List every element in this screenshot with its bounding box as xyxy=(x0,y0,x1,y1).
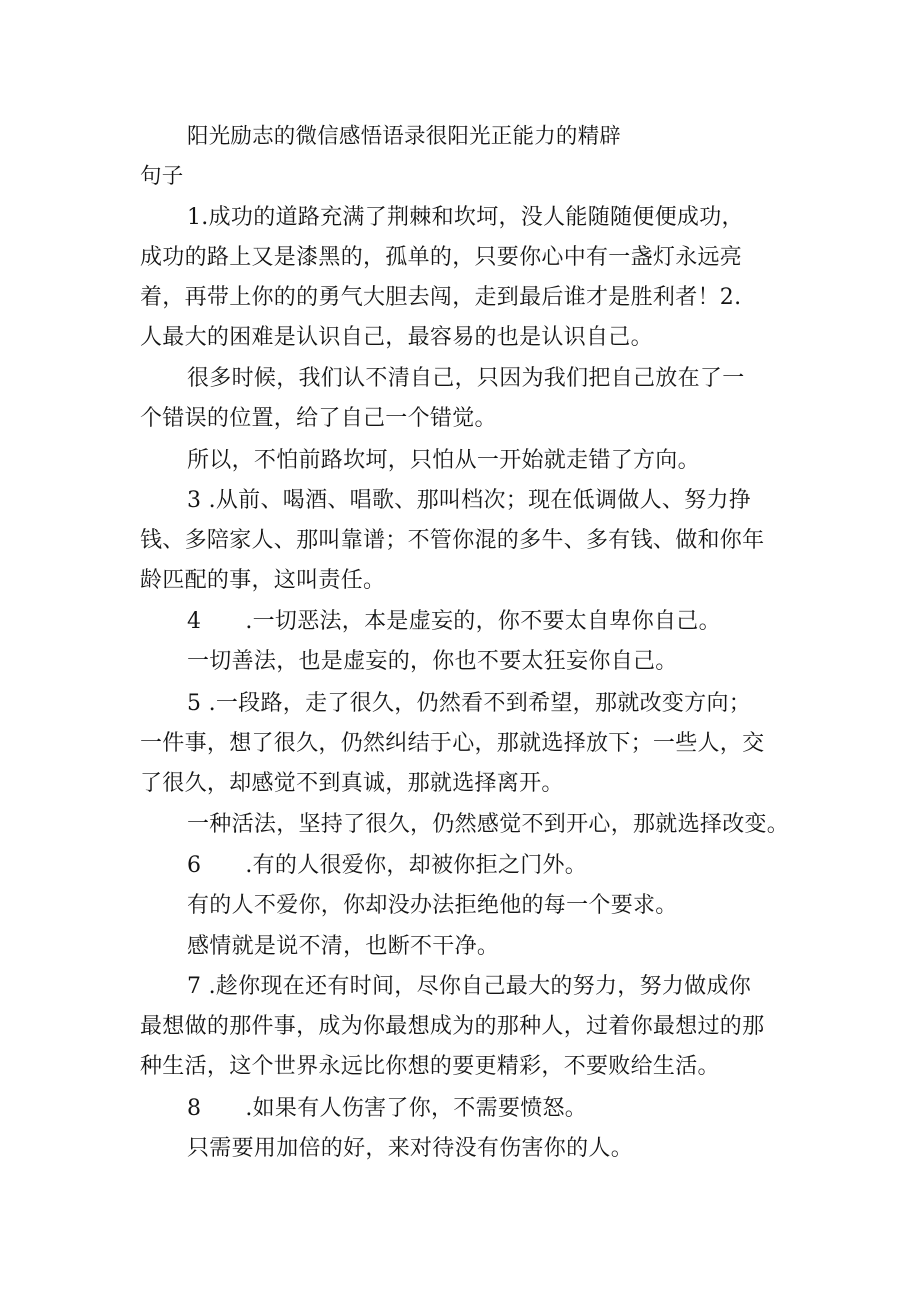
paragraph-line: 种生活，这个世界永远比你想的要更精彩，不要败给生活。 xyxy=(140,1054,720,1079)
item-number: 8 xyxy=(187,1096,202,1121)
paragraph-line: 一种活法，坚持了很久，仍然感觉不到开心，那就选择改变。 xyxy=(187,812,790,837)
paragraph-line: 龄匹配的事，这叫责任。 xyxy=(140,568,386,593)
item-number: 6 xyxy=(187,853,202,878)
numbered-line xyxy=(187,1094,587,1124)
paragraph-line: 只需要用加倍的好，来对待没有伤害你的人。 xyxy=(187,1136,634,1161)
paragraph-text: .有的人很爱你，却被你拒之门外。 xyxy=(245,853,588,878)
paragraph-line: 感情就是说不清，也断不干净。 xyxy=(187,934,500,959)
paragraph-line: 有的人不爱你，你却没办法拒绝他的每一个要求。 xyxy=(187,893,678,918)
document-title-line-1: 阳光励志的微信感悟语录很阳光正能力的精辟 xyxy=(187,124,622,149)
paragraph-line: 成功的路上又是漆黑的，孤单的，只要你心中有一盏灯永远亮 xyxy=(140,245,743,270)
paragraph-line: 1.成功的道路充满了荆棘和坎坷，没人能随随便便成功， xyxy=(187,205,744,230)
numbered-line xyxy=(187,851,587,881)
paragraph-line: 钱、多陪家人、那叫靠谱；不管你混的多牛、多有钱、做和你年 xyxy=(140,528,765,553)
paragraph-line: 一切善法，也是虚妄的，你也不要太狂妄你自己。 xyxy=(187,649,678,674)
paragraph-line: 了很久，却感觉不到真诚，那就选择离开。 xyxy=(140,771,564,796)
numbered-line xyxy=(187,607,721,637)
paragraph-line: 5 .一段路，走了很久，仍然看不到希望，那就改变方向； xyxy=(187,691,752,716)
paragraph-line: 着，再带上你的的勇气大胆去闯，走到最后谁才是胜利者！2. xyxy=(140,285,742,310)
paragraph-line: 7 .趁你现在还有时间，尽你自己最大的努力，努力做成你 xyxy=(187,974,752,999)
item-number: 4 xyxy=(187,609,202,634)
paragraph-line: 一件事，想了很久，仍然纠结于心，那就选择放下；一些人，交 xyxy=(140,731,765,756)
paragraph-line: 很多时候，我们认不清自己，只因为我们把自己放在了一 xyxy=(187,366,745,391)
paragraph-line: 最想做的那件事，成为你最想成为的那种人，过着你最想过的那 xyxy=(140,1014,765,1039)
paragraph-line: 所以，不怕前路坎坷，只怕从一开始就走错了方向。 xyxy=(187,448,700,473)
document-title-line-2: 句子 xyxy=(140,164,184,189)
paragraph-line: 3 .从前、喝酒、唱歌、那叫档次；现在低调做人、努力挣 xyxy=(187,488,752,513)
paragraph-text: .如果有人伤害了你，不需要愤怒。 xyxy=(245,1096,588,1121)
paragraph-line: 个错误的位置，给了自己一个错觉。 xyxy=(140,406,497,431)
paragraph-text: .一切恶法，本是虚妄的，你不要太自卑你自己。 xyxy=(245,609,721,634)
paragraph-line: 人最大的困难是认识自己，最容易的也是认识自己。 xyxy=(140,325,653,350)
